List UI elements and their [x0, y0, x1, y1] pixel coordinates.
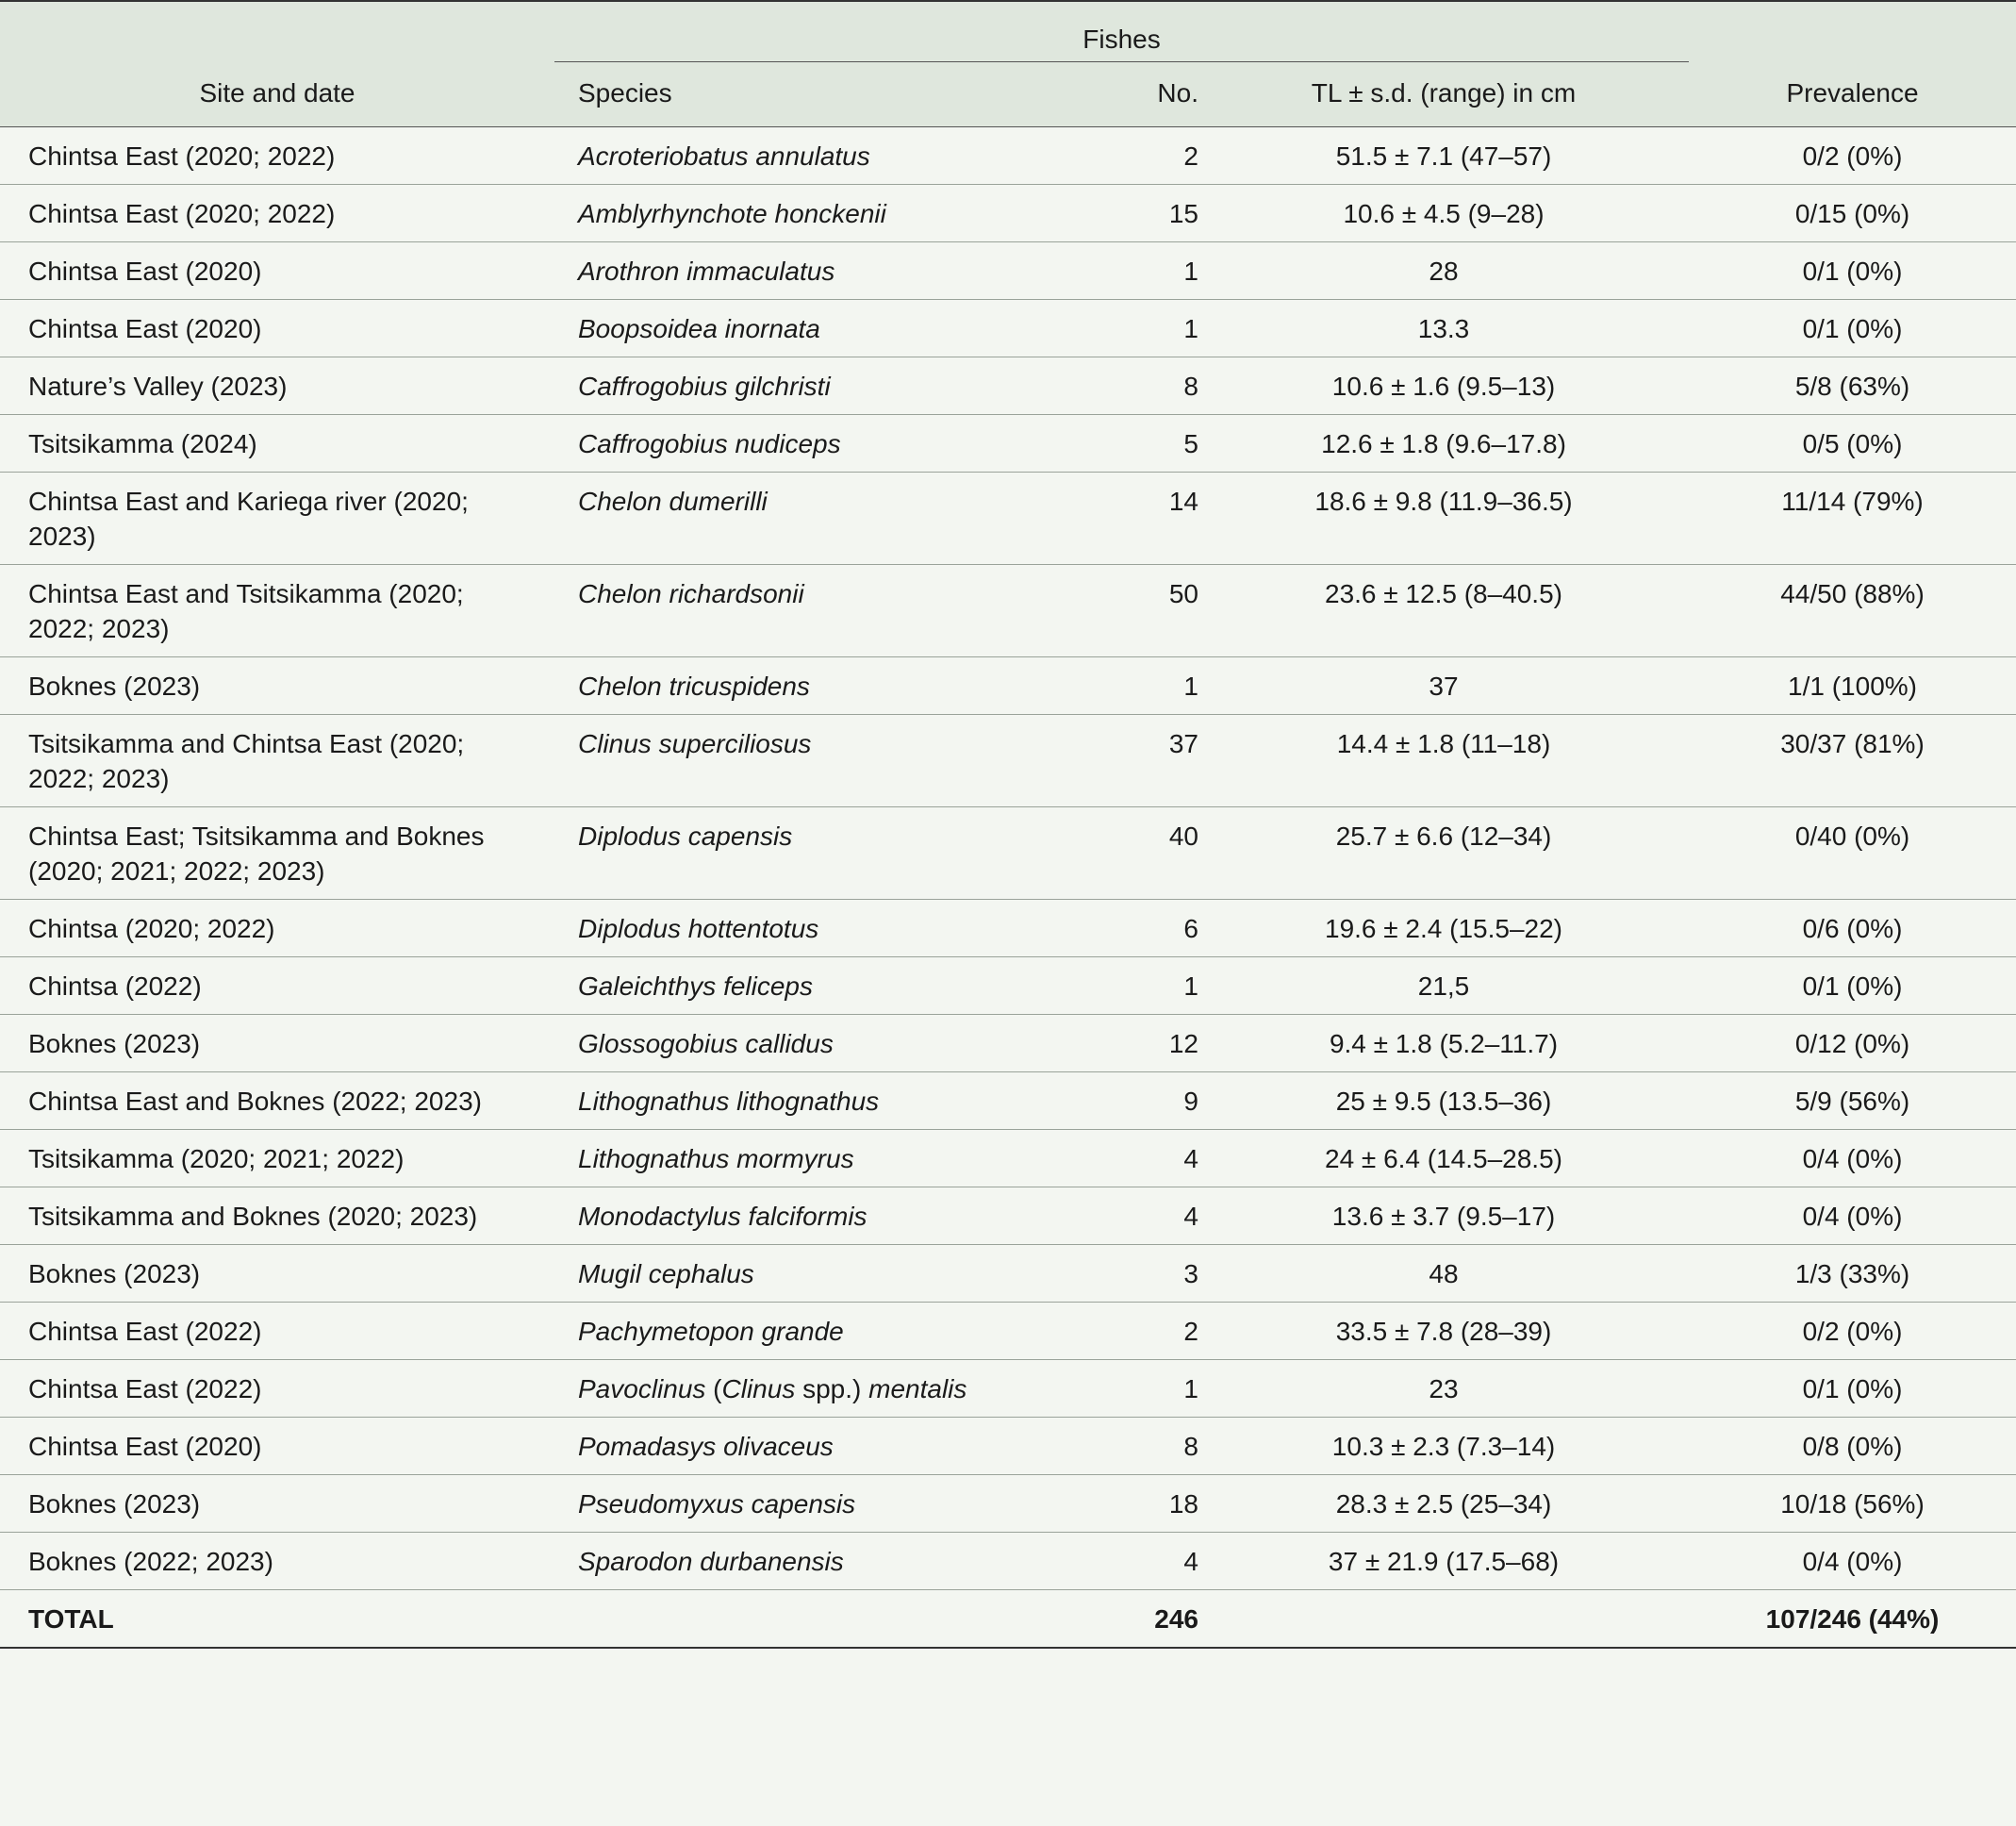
species-cell: Chelon richardsonii: [578, 579, 804, 608]
number-cell: 4: [1183, 1144, 1198, 1173]
total-length-cell: 37 ± 21.9 (17.5–68): [1328, 1547, 1560, 1576]
prevalence-cell: 0/4 (0%): [1802, 1547, 1903, 1576]
prevalence-cell: 10/18 (56%): [1780, 1489, 1925, 1519]
number-cell: 3: [1183, 1259, 1198, 1288]
table-row: [0, 807, 2016, 900]
total-length-cell: 48: [1429, 1259, 1459, 1288]
species-cell: Caffrogobius nudiceps: [578, 429, 841, 458]
prevalence-cell: 0/12 (0%): [1794, 1029, 1910, 1058]
column-header-site: Site and date: [199, 77, 355, 108]
header-empty-cell: [1689, 1, 2016, 62]
prevalence-cell: 0/8 (0%): [1802, 1432, 1903, 1461]
column-header-species: Species: [578, 77, 672, 108]
table-row: [0, 1475, 2016, 1533]
site-cell: Chintsa East (2020; 2022): [28, 141, 336, 171]
species-cell: Pachymetopon grande: [578, 1317, 844, 1346]
total-length-cell: 25 ± 9.5 (13.5–36): [1335, 1087, 1552, 1116]
site-cell: Chintsa East and Tsitsikamma (2020; 2022; 2023): [28, 579, 464, 643]
species-cell: Galeichthys feliceps: [578, 971, 814, 1001]
total-length-cell: 25.7 ± 6.6 (12–34): [1335, 822, 1552, 851]
fishes-group-header: [554, 1, 1689, 62]
total-length-cell: 10.3 ± 2.3 (7.3–14): [1331, 1432, 1556, 1461]
total-length-cell: 19.6 ± 2.4 (15.5–22): [1325, 914, 1562, 943]
total-length-cell: 33.5 ± 7.8 (28–39): [1335, 1317, 1552, 1346]
total-length-cell: 13.3: [1417, 314, 1470, 343]
total-row: [0, 1590, 2016, 1649]
prevalence-cell: 5/8 (63%): [1794, 372, 1910, 401]
table-row: [0, 127, 2016, 185]
total-length-cell: 10.6 ± 4.5 (9–28): [1343, 199, 1545, 228]
species-name-part: (: [705, 1374, 722, 1403]
table-row: [0, 565, 2016, 657]
total-length-cell: 10.6 ± 1.6 (9.5–13): [1331, 372, 1556, 401]
species-cell: Amblyrhynchote honckenii: [578, 199, 886, 228]
number-cell: 8: [1183, 1432, 1198, 1461]
species-cell: Lithognathus mormyrus: [578, 1144, 854, 1173]
number-cell: 6: [1183, 914, 1198, 943]
total-length-cell: 37: [1429, 672, 1459, 701]
site-cell: Boknes (2022; 2023): [28, 1547, 273, 1576]
prevalence-cell: 0/2 (0%): [1802, 141, 1903, 171]
prevalence-cell: 0/6 (0%): [1802, 914, 1903, 943]
total-length-cell: 21,5: [1417, 971, 1470, 1001]
species-cell: Caffrogobius gilchristi: [578, 372, 831, 401]
table-row: [0, 415, 2016, 473]
table-row: [0, 957, 2016, 1015]
site-cell: Chintsa East and Kariega river (2020; 2023): [28, 487, 469, 551]
total-length-cell: 28.3 ± 2.5 (25–34): [1335, 1489, 1552, 1519]
site-cell: Chintsa East and Boknes (2022; 2023): [28, 1087, 482, 1116]
table-row: [0, 1360, 2016, 1418]
prevalence-cell: 5/9 (56%): [1794, 1087, 1910, 1116]
total-prevalence: 107/246 (44%): [1765, 1604, 1940, 1634]
number-cell: 40: [1168, 822, 1198, 851]
species-cell: Lithognathus lithognathus: [578, 1087, 880, 1116]
number-cell: 12: [1168, 1029, 1198, 1058]
site-cell: Tsitsikamma and Boknes (2020; 2023): [28, 1202, 478, 1231]
site-cell: Chintsa East; Tsitsikamma and Boknes (2020; 2021; 2022; 2023): [28, 822, 485, 886]
table-row: [0, 185, 2016, 242]
total-species-empty: [554, 1590, 1090, 1649]
species-cell: Chelon tricuspidens: [578, 672, 810, 701]
site-cell: Chintsa East (2020; 2022): [28, 199, 336, 228]
species-name-part: spp.): [795, 1374, 869, 1403]
column-header-prevalence: Prevalence: [1786, 77, 1919, 108]
number-cell: 4: [1183, 1547, 1198, 1576]
total-length-empty: [1198, 1590, 1689, 1649]
number-cell: 4: [1183, 1202, 1198, 1231]
total-length-cell: 9.4 ± 1.8 (5.2–11.7): [1329, 1029, 1559, 1058]
table-row: [0, 1015, 2016, 1072]
site-cell: Chintsa East (2020): [28, 257, 262, 286]
fishes-group-label: Fishes: [1082, 25, 1161, 54]
site-cell: Tsitsikamma (2024): [28, 429, 257, 458]
species-cell: Arothron immaculatus: [578, 257, 835, 286]
column-header-total-length: TL ± s.d. (range) in cm: [1311, 77, 1577, 108]
number-cell: 2: [1183, 141, 1198, 171]
table-row: [0, 1418, 2016, 1475]
total-label: TOTAL: [28, 1604, 114, 1634]
prevalence-cell: 0/40 (0%): [1794, 822, 1910, 851]
species-cell: Chelon dumerilli: [578, 487, 768, 516]
site-cell: Chintsa East (2022): [28, 1374, 262, 1403]
number-cell: 1: [1183, 257, 1198, 286]
header-empty-cell: [0, 1, 554, 62]
fishes-group-rule: [554, 61, 1689, 62]
number-cell: 37: [1168, 729, 1198, 758]
table-row: [0, 1245, 2016, 1303]
species-name-part: Clinus: [721, 1374, 796, 1403]
number-cell: 1: [1183, 314, 1198, 343]
species-cell: Sparodon durbanensis: [578, 1547, 844, 1576]
table-row: [0, 1130, 2016, 1187]
total-length-cell: 28: [1429, 257, 1459, 286]
table-row: [0, 1187, 2016, 1245]
prevalence-cell: 0/15 (0%): [1794, 199, 1910, 228]
prevalence-cell: 1/3 (33%): [1794, 1259, 1910, 1288]
table-row: [0, 900, 2016, 957]
species-cell: Boopsoidea inornata: [578, 314, 820, 343]
prevalence-cell: 0/2 (0%): [1802, 1317, 1903, 1346]
site-cell: Boknes (2023): [28, 672, 201, 701]
site-cell: Boknes (2023): [28, 1029, 201, 1058]
prevalence-cell: 0/1 (0%): [1802, 971, 1903, 1001]
total-length-cell: 51.5 ± 7.1 (47–57): [1335, 141, 1552, 171]
total-length-cell: 18.6 ± 9.8 (11.9–36.5): [1314, 487, 1573, 516]
total-length-cell: 24 ± 6.4 (14.5–28.5): [1325, 1144, 1562, 1173]
prevalence-cell: 0/4 (0%): [1802, 1144, 1903, 1173]
site-cell: Chintsa (2020; 2022): [28, 914, 275, 943]
table-row: [0, 242, 2016, 300]
table-row: [0, 357, 2016, 415]
total-length-cell: 23: [1429, 1374, 1459, 1403]
table-header: [0, 1, 2016, 127]
total-length-cell: 23.6 ± 12.5 (8–40.5): [1325, 579, 1562, 608]
number-cell: 50: [1168, 579, 1198, 608]
prevalence-cell: 0/1 (0%): [1802, 1374, 1903, 1403]
number-cell: 1: [1183, 971, 1198, 1001]
number-cell: 18: [1168, 1489, 1198, 1519]
species-cell: Pomadasys olivaceus: [578, 1432, 834, 1461]
number-cell: 1: [1183, 1374, 1198, 1403]
species-name-part: mentalis: [868, 1374, 967, 1403]
total-length-cell: 14.4 ± 1.8 (11–18): [1336, 729, 1551, 758]
prevalence-cell: 0/4 (0%): [1802, 1202, 1903, 1231]
species-cell: Mugil cephalus: [578, 1259, 754, 1288]
table-row: [0, 1303, 2016, 1360]
table-row: [0, 473, 2016, 565]
number-cell: 2: [1183, 1317, 1198, 1346]
number-cell: 1: [1183, 672, 1198, 701]
number-cell: 8: [1183, 372, 1198, 401]
table-row: [0, 300, 2016, 357]
site-cell: Tsitsikamma and Chintsa East (2020; 2022; 2023): [28, 729, 465, 793]
number-cell: 9: [1183, 1087, 1198, 1116]
table-row: [0, 1072, 2016, 1130]
species-cell: [554, 1360, 1090, 1418]
total-number: 246: [1154, 1604, 1198, 1634]
table-row: [0, 1533, 2016, 1590]
number-cell: 5: [1183, 429, 1198, 458]
prevalence-cell: 1/1 (100%): [1788, 672, 1917, 701]
species-name-part: Pavoclinus: [578, 1374, 706, 1403]
species-cell: Pseudomyxus capensis: [578, 1489, 856, 1519]
prevalence-cell: 0/1 (0%): [1802, 314, 1903, 343]
total-length-cell: 12.6 ± 1.8 (9.6–17.8): [1321, 429, 1566, 458]
prevalence-cell: 30/37 (81%): [1780, 729, 1925, 758]
site-cell: Tsitsikamma (2020; 2021; 2022): [28, 1144, 405, 1173]
prevalence-cell: 44/50 (88%): [1780, 579, 1925, 608]
species-cell: Diplodus hottentotus: [578, 914, 819, 943]
prevalence-cell: 0/1 (0%): [1802, 257, 1903, 286]
prevalence-cell: 0/5 (0%): [1802, 429, 1903, 458]
species-cell: Monodactylus falciformis: [578, 1202, 868, 1231]
site-cell: Boknes (2023): [28, 1489, 201, 1519]
species-cell: Glossogobius callidus: [578, 1029, 834, 1058]
total-length-cell: 13.6 ± 3.7 (9.5–17): [1331, 1202, 1556, 1231]
table-body: [0, 127, 2016, 1649]
table-row: [0, 657, 2016, 715]
site-cell: Nature’s Valley (2023): [28, 372, 288, 401]
column-header-number: No.: [1157, 77, 1198, 108]
prevalence-cell: 11/14 (79%): [1781, 487, 1924, 516]
species-cell: Clinus superciliosus: [578, 729, 812, 758]
species-cell: Acroteriobatus annulatus: [578, 141, 870, 171]
site-cell: Chintsa (2022): [28, 971, 202, 1001]
species-cell: Diplodus capensis: [578, 822, 793, 851]
site-cell: Chintsa East (2020): [28, 314, 262, 343]
number-cell: 14: [1168, 487, 1198, 516]
table-row: [0, 715, 2016, 807]
site-cell: Chintsa East (2020): [28, 1432, 262, 1461]
site-cell: Chintsa East (2022): [28, 1317, 262, 1346]
number-cell: 15: [1168, 199, 1198, 228]
site-cell: Boknes (2023): [28, 1259, 201, 1288]
